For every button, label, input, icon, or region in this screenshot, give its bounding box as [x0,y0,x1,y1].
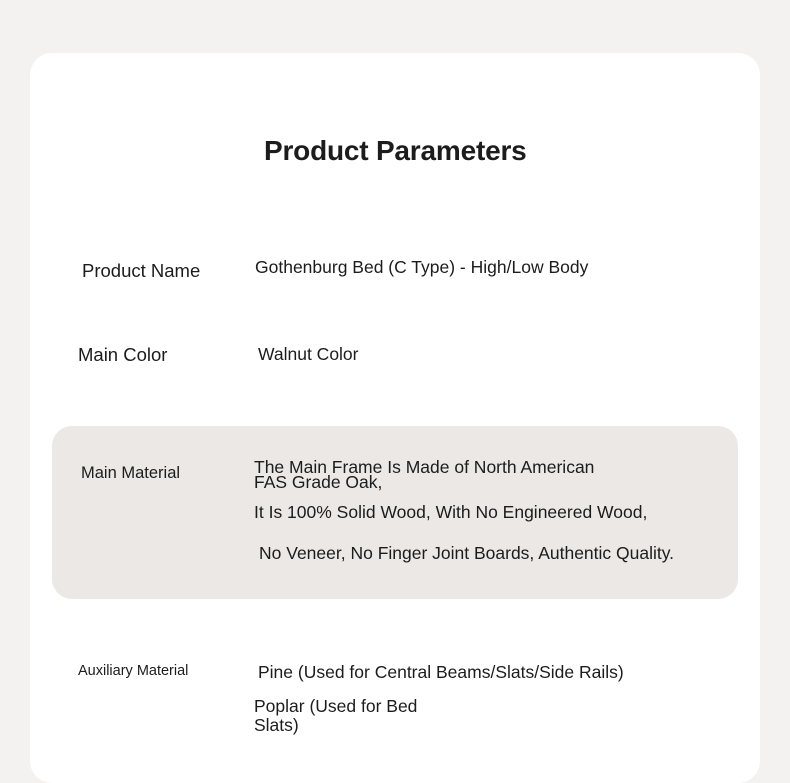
auxiliary-material-label: Auxiliary Material [78,663,189,679]
main-material-line-2: FAS Grade Oak, [254,472,383,492]
main-color-value: Walnut Color [258,344,359,364]
main-material-label: Main Material [81,464,181,482]
product-name-value: Gothenburg Bed (C Type) - High/Low Body [255,257,589,277]
main-material-line-3: It Is 100% Solid Wood, With No Engineered Wood, [254,502,648,522]
main-material-line-4: No Veneer, No Finger Joint Boards, Authentic Quality. [259,543,675,563]
product-parameters-card [30,53,760,783]
product-name-label: Product Name [82,260,201,281]
main-color-label: Main Color [78,344,168,365]
auxiliary-material-line-2b: Slats) [254,715,299,735]
main-material-line-1: The Main Frame Is Made of North American [254,457,595,477]
auxiliary-material-line-1: Pine (Used for Central Beams/Slats/Side Rails) [258,662,624,682]
auxiliary-material-line-2a: Poplar (Used for Bed [254,696,418,716]
page-title: Product Parameters [264,135,527,166]
